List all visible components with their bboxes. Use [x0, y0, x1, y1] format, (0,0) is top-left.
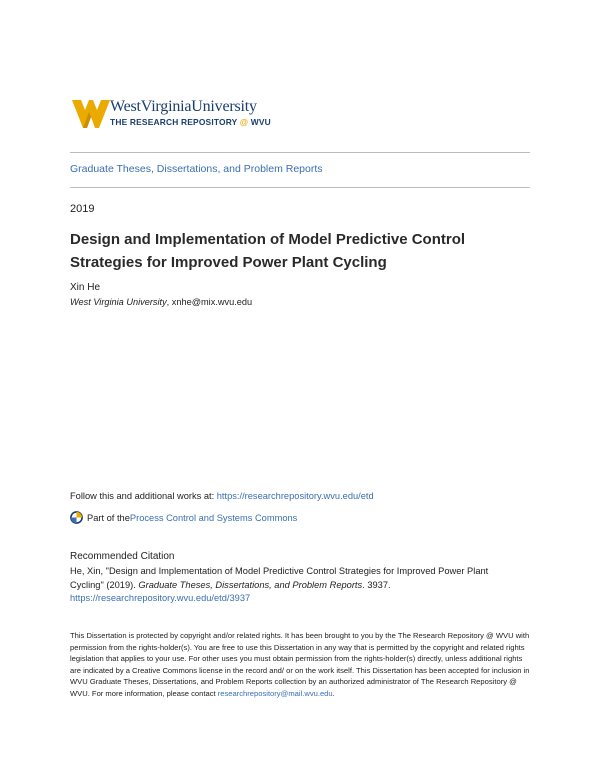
- divider-top: [70, 152, 530, 153]
- collection-link[interactable]: Graduate Theses, Dissertations, and Problem Reports: [70, 163, 323, 175]
- publication-year: 2019: [70, 203, 95, 215]
- wvu-logo[interactable]: [72, 98, 282, 138]
- author-email: , xnhe@mix.wvu.edu: [166, 297, 253, 307]
- commons-network-icon: [70, 511, 83, 524]
- divider-bottom: [70, 187, 530, 188]
- commons-link[interactable]: Process Control and Systems Commons: [129, 512, 298, 523]
- author-name: Xin He: [70, 282, 101, 293]
- document-title: Design and Implementation of Model Predictive Control Strategies for Improved Power Plant Cycling: [70, 231, 466, 271]
- flying-wv-icon: [72, 98, 110, 130]
- institution: West Virginia University: [70, 297, 167, 307]
- author-affiliation: [70, 297, 252, 307]
- logo-name: WestVirginiaUniversity: [110, 98, 257, 115]
- citation-text: He, Xin, "Design and Implementation of Model Predictive Control Strategies for Improved Power Plant Cycling" (2019). Graduate Theses, Dissertations, and Problem Reports. 3937. https://researchrepository.wvu.edu/etd/3937: [70, 566, 489, 603]
- citation-link[interactable]: https://researchrepository.wvu.edu/etd/3937: [70, 593, 251, 603]
- contact-email-link[interactable]: researchrepository@mail.wvu.edu: [217, 688, 333, 698]
- repository-link[interactable]: https://researchrepository.wvu.edu/etd: [216, 491, 374, 501]
- rights-statement: This Dissertation is protected by copyright and/or related rights. It has been brought to you by the The Research Repository @ WVU with permission from the rights-holder(s). You are free to use this Dissertation in any way that is permitted by the copyright and related rights legislation that applies to your use. For other uses you must obtain permission from the rights-holder(s) directly, unless additional rights are indicated by a Creative Commons license in the record and/ or on the work itself. This Dissertation has been accepted for inclusion in WVU Graduate Theses, Dissertations, and Problem Reports collection by an authorized administrator of The Research Repository @ WVU. For more information, please contact researchrepository@mail.wvu.edu.: [70, 631, 530, 698]
- citation-heading: Recommended Citation: [70, 551, 175, 562]
- part-of-line: Part of the Process Control and Systems Commons: [70, 511, 297, 524]
- logo-subtitle: THE RESEARCH REPOSITORY @ WVU: [110, 117, 271, 127]
- follow-line: Follow this and additional works at: https://researchrepository.wvu.edu/etd: [70, 491, 374, 501]
